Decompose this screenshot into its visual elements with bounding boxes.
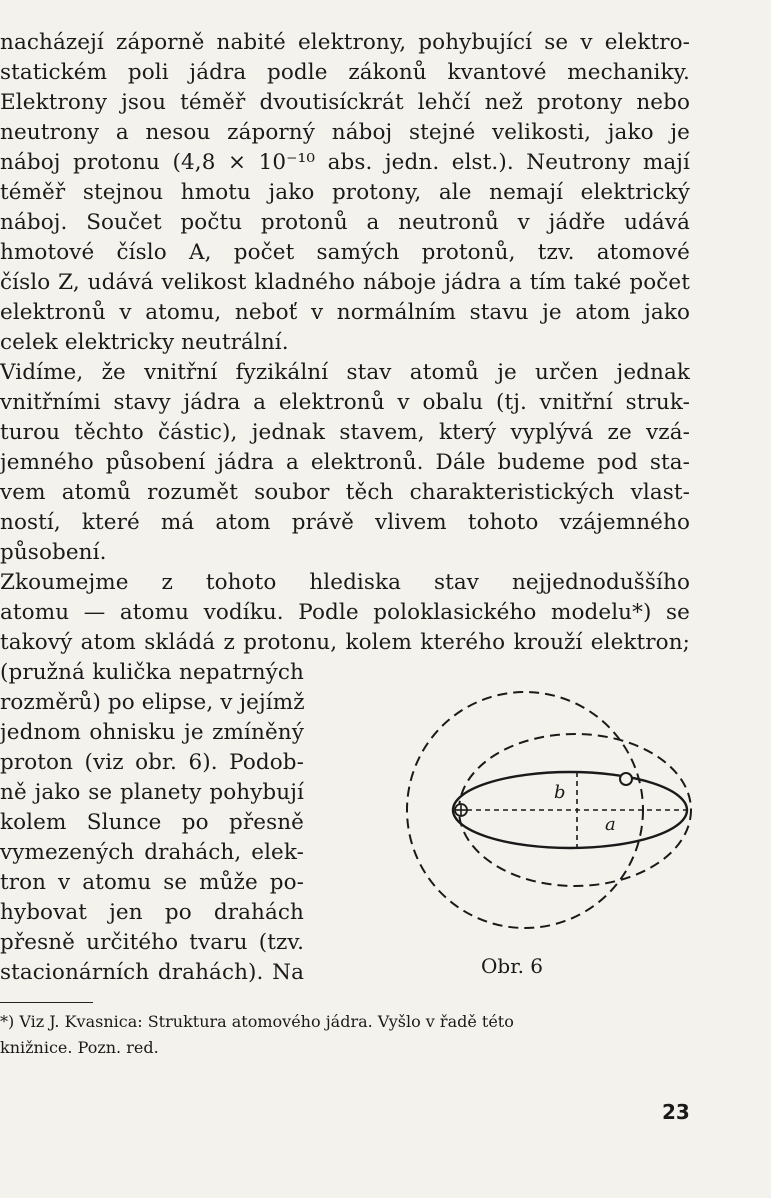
- text-line: stacionárních drahách). Na: [0, 960, 304, 985]
- text-line: hybovat jen po drahách: [0, 900, 304, 925]
- footnote-line-2: knižnice. Pozn. red.: [0, 1038, 159, 1057]
- label-a: a: [605, 814, 616, 835]
- text-line: Zkoumejme z tohoto hlediska stav nejjednoduššího: [0, 570, 690, 595]
- text-line: elektronů v atomu, neboť v normálním stavu je atom jako: [0, 300, 690, 325]
- label-b: b: [554, 782, 566, 803]
- electron: [620, 773, 632, 785]
- footnote-line-1: *) Viz J. Kvasnica: Struktura atomového jádra. Vyšlo v řadě této: [0, 1012, 514, 1031]
- text-line: ně jako se planety pohybují: [0, 780, 304, 805]
- text-line: rozměrů) po elipse, v jejímž: [0, 690, 305, 715]
- text-line: přesně určitého tvaru (tzv.: [0, 930, 304, 955]
- text-line: náboj protonu (4,8 × 10⁻¹⁰ abs. jedn. elst.). Neutrony mají: [0, 150, 690, 175]
- text-line: kolem Slunce po přesně: [0, 810, 304, 835]
- footnote-rule: [0, 1002, 93, 1003]
- text-line: vymezených drahách, elek-: [0, 840, 304, 865]
- text-line: náboj. Součet počtu protonů a neutronů v jádře udává: [0, 210, 690, 235]
- figure-caption: Obr. 6: [481, 954, 544, 978]
- text-line: číslo Z, udává velikost kladného náboje jádra a tím také počet: [0, 270, 690, 295]
- text-line: takový atom skládá z protonu, kolem kterého krouží elektron;: [0, 630, 690, 655]
- page-number: 23: [662, 1100, 690, 1124]
- text-line: ností, které má atom právě vlivem tohoto vzájemného: [0, 510, 690, 535]
- text-line: hmotové číslo A, počet samých protonů, tzv. atomové: [0, 240, 690, 265]
- text-line: statickém poli jádra podle zákonů kvantové mechaniky.: [0, 60, 690, 85]
- text-line: atomu — atomu vodíku. Podle poloklasického modelu*) se: [0, 600, 690, 625]
- text-line: Vidíme, že vnitřní fyzikální stav atomů je určen jednak: [0, 360, 690, 385]
- text-line: vnitřními stavy jádra a elektronů v obalu (tj. vnitřní struk-: [0, 390, 690, 415]
- text-line: nacházejí záporně nabité elektrony, pohybující se v elektro-: [0, 30, 690, 55]
- text-line: téměř stejnou hmotu jako protony, ale nemají elektrický: [0, 180, 690, 205]
- text-line: Elektrony jsou téměř dvoutisíckrát lehčí než protony nebo: [0, 90, 690, 115]
- text-line: (pružná kulička nepatrných: [0, 660, 304, 685]
- text-line: jednom ohnisku je zmíněný: [0, 720, 304, 745]
- text-line: proton (viz obr. 6). Podob-: [0, 750, 304, 775]
- orbit-figure: [320, 670, 700, 960]
- text-line: jemného působení jádra a elektronů. Dále budeme pod sta-: [0, 450, 690, 475]
- text-line: neutrony a nesou záporný náboj stejné velikosti, jako je: [0, 120, 690, 145]
- text-line: tron v atomu se může po-: [0, 870, 304, 895]
- text-line: působení.: [0, 540, 107, 565]
- text-line: celek elektricky neutrální.: [0, 330, 289, 355]
- text-line: vem atomů rozumět soubor těch charakteristických vlast-: [0, 480, 690, 505]
- text-line: turou těchto částic), jednak stavem, který vyplývá ze vzá-: [0, 420, 690, 445]
